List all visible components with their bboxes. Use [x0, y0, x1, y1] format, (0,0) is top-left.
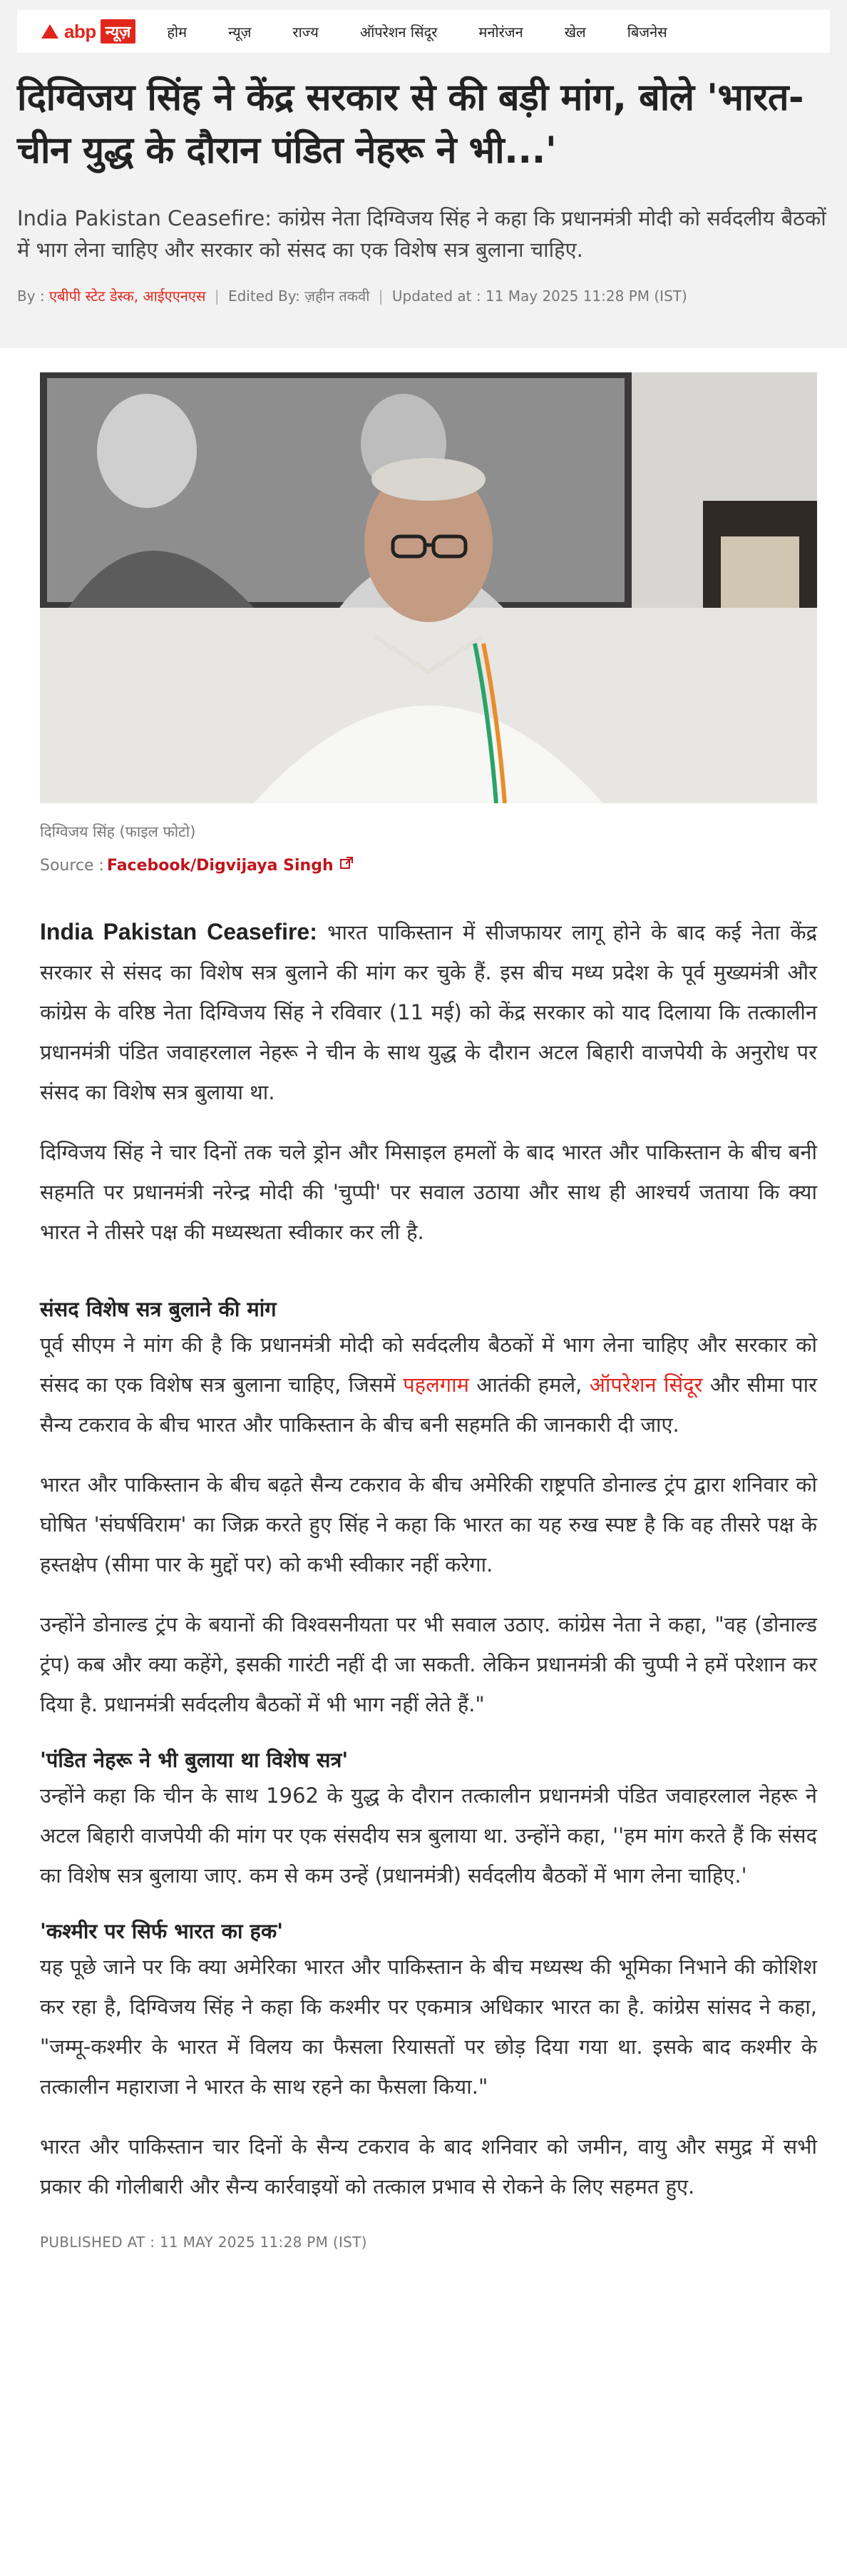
logo-text: abp [64, 20, 96, 42]
logo-triangle-icon [41, 24, 58, 39]
paragraph-1 [40, 912, 817, 1112]
operation-sindoor-link[interactable]: ऑपरेशन सिंदूर [589, 1373, 703, 1397]
lead-keyword: India Pakistan Ceasefire: [40, 919, 317, 945]
paragraph-3-text-b: आतंकी हमले, [468, 1373, 590, 1397]
nav-sports[interactable]: खेल [564, 23, 586, 41]
byline-updated: Updated at : 11 May 2025 11:28 PM (IST) [391, 287, 687, 305]
paragraph-6: उन्होंने कहा कि चीन के साथ 1962 के युद्ध के दौरान तत्कालीन प्रधानमंत्री पंडित जवाहरलाल नेहरू ने अटल बिहारी वाजपेयी की मांग पर एक संसदीय सत्र बुलाया था. उन्होंने कहा, ''हम मांग करते हैं कि संसद का विशेष सत्र बुलाया जाए. कम से कम उन्हें (प्रधानमंत्री) सर्वदलीय बैठकों में भाग लेना चाहिए.' [40, 1783, 817, 1888]
paragraph-4: भारत और पाकिस्तान के बीच बढ़ते सैन्य टकराव के बीच अमेरिकी राष्ट्रपति डोनाल्ड ट्रंप द्वारा शनिवार को घोषित 'संघर्षविराम' का जिक्र करते हुए सिंह ने कहा कि भारत का यह रुख स्पष्ट है कि वह तीसरे पक्ष के हस्तक्षेप (सीमा पार के मुद्दों पर) को कभी स्वीकार नहीं करेगा. [40, 1472, 817, 1577]
nav-business[interactable]: बिजनेस [627, 23, 667, 41]
paragraph-5: उन्होंने डोनाल्ड ट्रंप के बयानों की विश्वसनीयता पर भी सवाल उठाए. कांग्रेस नेता ने कहा, "वह (डोनाल्ड ट्रंप) कब और क्या कहेंगे, इसकी गारंटी नहीं दी जा सकती. लेकिन प्रधानमंत्री की चुप्पी ने हमें परेशान कर दिया है. प्रधानमंत्री सर्वदलीय बैठकों में भी भाग नहीं लेते हैं." [40, 1612, 817, 1716]
nav-home[interactable]: होम [167, 23, 188, 41]
image-source [40, 856, 807, 875]
article-byline [17, 285, 830, 307]
published-at: PUBLISHED AT : 11 MAY 2025 11:28 PM (IST) [40, 2234, 367, 2251]
source-label: Source : [40, 856, 104, 875]
paragraph-1-text: भारत पाकिस्तान में सीजफायर लागू होने के बाद कई नेता केंद्र सरकार से संसद का विशेष सत्र बुलाने की मांग कर चुके हैं. इस बीच मध्य प्रदेश के पूर्व मुख्यमंत्री और कांग्रेस के वरिष्ठ नेता दिग्विजय सिंह ने रविवार (11 मई) को केंद्र सरकार को याद दिलाया कि तत्कालीन प्रधानमंत्री पंडित जवाहरलाल नेहरू ने चीन के साथ युद्ध के दौरान अटल बिहारी वाजपेयी के अनुरोध पर संसद का विशेष सत्र बुलाया था. [40, 920, 817, 1104]
article-subhead: India Pakistan Ceasefire: कांग्रेस नेता दिग्विजय सिंह ने कहा कि प्रधानमंत्री मोदी को सर्वदलीय बैठकों में भाग लेना चाहिए और सरकार को संसद का एक विशेष सत्र बुलाना चाहिए. [17, 206, 826, 262]
abp-news-logo[interactable] [41, 19, 135, 44]
paragraph-3 [40, 1325, 817, 1445]
byline-prefix: By : [17, 287, 45, 305]
byline-separator: | [214, 287, 220, 305]
byline-author-link[interactable]: एबीपी स्टेट डेस्क, आईएएनएस [49, 287, 206, 305]
nav-operation-sindoor[interactable]: ऑपरेशन सिंदूर [359, 23, 438, 41]
header-region [0, 0, 847, 348]
byline-separator: | [378, 287, 384, 305]
paragraph-8: भारत और पाकिस्तान चार दिनों के सैन्य टकराव के बाद शनिवार को जमीन, वायु और समुद्र में सभी प्रकार की गोलीबारी और सैन्य कार्रवाइयों को तत्काल प्रभाव से रोकने के लिए सहमत हुए. [40, 2134, 817, 2199]
section-heading-kashmir: 'कश्मीर पर सिर्फ भारत का हक' [40, 1919, 284, 1943]
section-heading-special-session: संसद विशेष सत्र बुलाने की मांग [40, 1297, 277, 1321]
hero-photo-illustration [40, 372, 817, 803]
logo-badge: न्यूज़ [101, 19, 136, 44]
external-link-icon[interactable] [339, 856, 354, 875]
source-link[interactable]: Facebook/Digvijaya Singh [106, 856, 334, 875]
nav-news[interactable]: न्यूज़ [228, 23, 252, 41]
article-body [40, 912, 817, 2251]
nav-entertainment[interactable]: मनोरंजन [478, 23, 523, 41]
pahalgam-link[interactable]: पहलगाम [403, 1373, 469, 1397]
paragraph-3-text-a: पूर्व सीएम ने मांग की है कि प्रधानमंत्री मोदी को सर्वदलीय बैठकों में भाग लेना चाहिए और सरकार को संसद का एक विशेष सत्र बुलाना चाहिए, जिसमें [40, 1333, 817, 1397]
byline-edited: Edited By: ज़हीन तकवी [227, 287, 370, 305]
paragraph-2: दिग्विजय सिंह ने चार दिनों तक चले ड्रोन और मिसाइल हमलों के बाद भारत और पाकिस्तान के बीच बनी सहमति पर प्रधानमंत्री नरेन्द्र मोदी की 'चुप्पी' पर सवाल उठाया और साथ ही आश्चर्य जताया कि क्या भारत ने तीसरे पक्ष की मध्यस्थता स्वीकार कर ली है. [40, 1140, 817, 1244]
paragraph-3-text-c: और सीमा पार सैन्य टकराव के बीच भारत और पाकिस्तान के बीच बनी सहमति की जानकारी दी जाए. [40, 1373, 817, 1437]
article-hero-image [40, 372, 817, 803]
paragraph-7: यह पूछे जाने पर कि क्या अमेरिका भारत और पाकिस्तान के बीच मध्यस्थ की भूमिका निभाने की कोशिश कर रहा है, दिग्विजय सिंह ने कहा कि कश्मीर पर एकमात्र अधिकार भारत का है. कांग्रेस सांसद ने कहा, "जम्मू-कश्मीर के भारत में विलय का फैसला रियासतों पर छोड़ दिया गया था. इसके बाद कश्मीर के तत्कालीन महाराजा ने भारत के साथ रहने का फैसला किया." [40, 1955, 817, 2099]
article-headline: दिग्विजय सिंह ने केंद्र सरकार से की बड़ी मांग, बोले 'भारत-चीन युद्ध के दौरान पंडित नेहरू ने भी...' [17, 76, 804, 172]
section-heading-nehru: 'पंडित नेहरू ने भी बुलाया था विशेष सत्र' [40, 1748, 349, 1772]
nav-states[interactable]: राज्य [292, 23, 319, 41]
top-navbar [17, 10, 830, 53]
image-caption: दिग्विजय सिंह (फाइल फोटो) [40, 823, 196, 840]
